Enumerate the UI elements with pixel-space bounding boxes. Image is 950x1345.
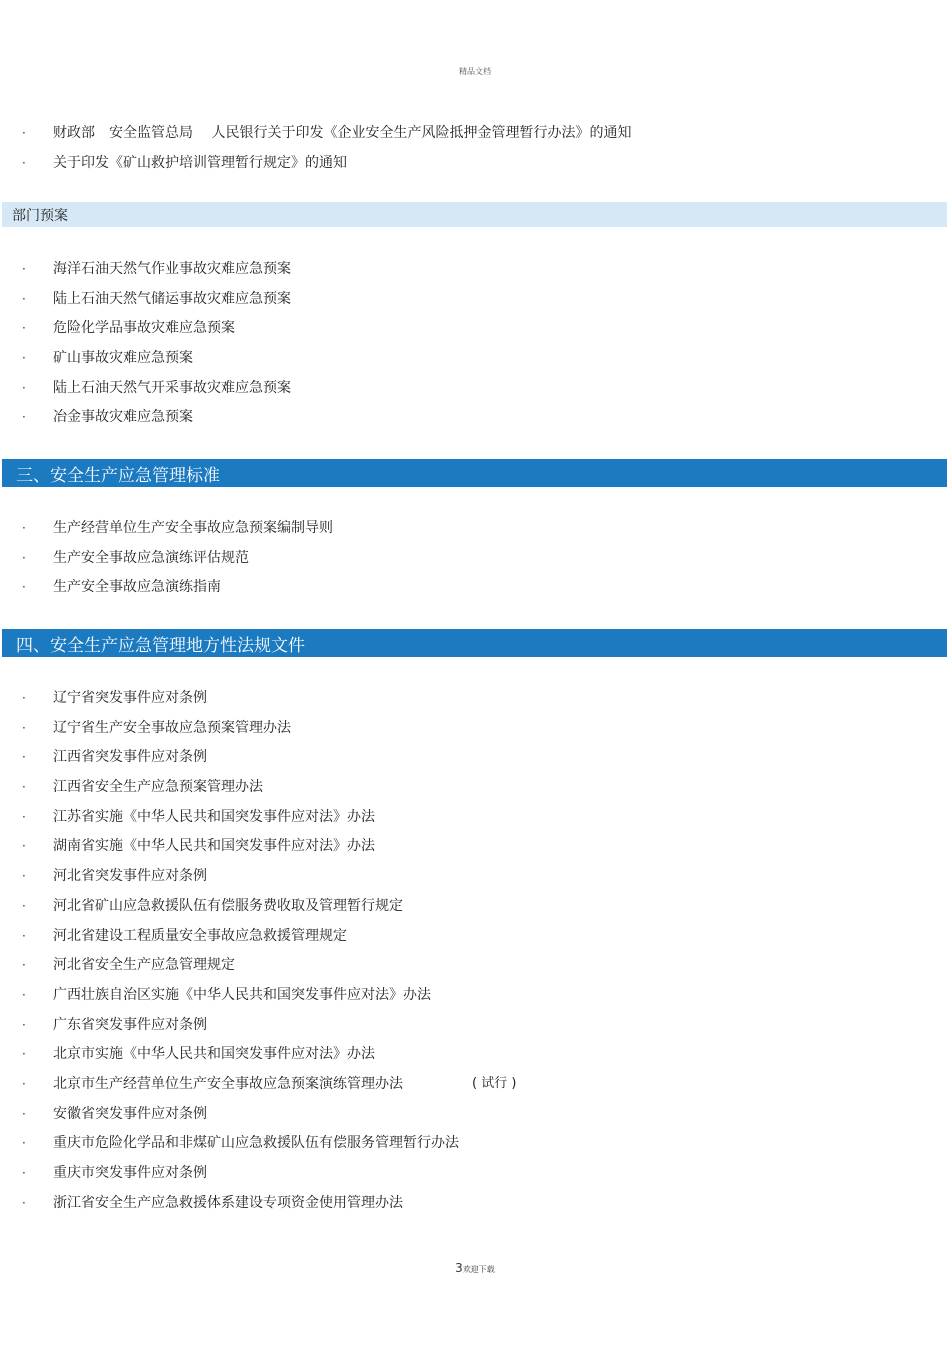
bullet-icon: · [22, 1017, 26, 1032]
bullet-icon: · [22, 410, 26, 425]
section4-item[interactable] [0, 747, 950, 777]
bullet-icon: · [22, 262, 26, 276]
section3-heading-bar [2, 459, 947, 487]
section4-item-title[interactable]: 湖南省实施《中华人民共和国突发事件应对法》办法 [53, 838, 375, 855]
section4-item-title[interactable]: 辽宁省突发事件应对条例 [53, 690, 207, 706]
top-item-title[interactable]: 关于印发《矿山救护培训管理暂行规定》的通知 [53, 154, 347, 171]
section4-item[interactable] [0, 1015, 950, 1045]
section4-item-title[interactable]: 重庆市危险化学品和非煤矿山应急救援队伍有偿服务管理暂行办法 [53, 1135, 459, 1152]
section3-item-title[interactable]: 生产安全事故应急演练指南 [53, 579, 221, 596]
section4-item-title[interactable]: 河北省建设工程质量安全事故应急救援管理规定 [53, 927, 347, 944]
bullet-icon: · [22, 580, 26, 595]
dept-plan-item[interactable] [0, 318, 950, 348]
top-item-title[interactable]: 财政部 安全监管总局 人民银行关于印发《企业安全生产风险抵押金管理暂行办法》的通知 [53, 125, 632, 141]
section3-item-title[interactable]: 生产经营单位生产安全事故应急预案编制导则 [53, 520, 333, 536]
dept-plan-item-title[interactable]: 矿山事故灾难应急预案 [53, 350, 193, 367]
bullet-icon: · [22, 126, 26, 140]
footer-note: 欢迎下载 [462, 1265, 495, 1274]
bullet-icon: · [22, 720, 26, 735]
section4-item-title[interactable]: 江苏省实施《中华人民共和国突发事件应对法》办法 [53, 808, 375, 825]
bullet-icon: · [22, 1166, 26, 1180]
dept-plan-item-title[interactable]: 危险化学品事故灾难应急预案 [53, 320, 235, 337]
bullet-icon: · [22, 1047, 26, 1062]
section4-item[interactable] [0, 1104, 950, 1134]
bullet-icon: · [22, 321, 26, 336]
dept-plan-item[interactable] [0, 289, 950, 319]
section4-item[interactable] [0, 955, 950, 985]
bullet-icon: · [22, 691, 26, 705]
bullet-icon: · [22, 780, 26, 795]
bullet-icon: · [22, 750, 26, 765]
section4-item-title[interactable]: 河北省矿山应急救援队伍有偿服务费收取及管理暂行规定 [53, 897, 403, 914]
section4-item-title[interactable]: 江西省安全生产应急预案管理办法 [53, 779, 263, 796]
bullet-icon: · [22, 521, 26, 535]
section4-item-title[interactable]: 辽宁省生产安全事故应急预案管理办法 [53, 719, 291, 736]
section4-heading: 四、安全生产应急管理地方性法规文件 [16, 636, 305, 656]
bullet-icon: · [22, 1136, 26, 1151]
dept-plans-heading: 部门预案 [12, 208, 68, 224]
section3-list [0, 518, 950, 607]
section3-item-title[interactable]: 生产安全事故应急演练评估规范 [53, 549, 249, 566]
section3-item[interactable] [0, 548, 950, 578]
dept-plan-item[interactable] [0, 378, 950, 408]
section4-item[interactable] [0, 777, 950, 807]
section4-item-title[interactable]: 广西壮族自治区实施《中华人民共和国突发事件应对法》办法 [53, 986, 431, 1003]
section4-item-suffix: ( 试行 ) [472, 1075, 517, 1091]
section4-item[interactable] [0, 807, 950, 837]
section4-item-title[interactable]: 河北省突发事件应对条例 [53, 868, 207, 885]
section4-item[interactable] [0, 1044, 950, 1074]
bullet-icon: · [22, 869, 26, 884]
section4-item-title[interactable]: 河北省安全生产应急管理规定 [53, 957, 235, 974]
bullet-icon: · [22, 958, 26, 973]
dept-plan-item-title[interactable]: 冶金事故灾难应急预案 [53, 409, 193, 426]
bullet-icon: · [22, 291, 26, 306]
section4-item[interactable] [0, 1193, 950, 1223]
dept-plan-item-title[interactable]: 海洋石油天然气作业事故灾难应急预案 [53, 261, 291, 277]
section4-list [0, 688, 950, 1222]
bullet-icon: · [22, 809, 26, 824]
dept-plan-item-title[interactable]: 陆上石油天然气开采事故灾难应急预案 [53, 379, 291, 396]
section4-item-title[interactable]: 北京市生产经营单位生产安全事故应急预案演练管理办法 [53, 1075, 403, 1092]
top-item[interactable] [0, 123, 950, 153]
section4-item[interactable] [0, 688, 950, 718]
bullet-icon: · [22, 898, 26, 913]
page-number: 3 [455, 1261, 463, 1275]
section4-item-title[interactable]: 江西省突发事件应对条例 [53, 749, 207, 766]
section4-item[interactable] [0, 1163, 950, 1193]
bullet-icon: · [22, 1195, 26, 1210]
section4-item[interactable] [0, 985, 950, 1015]
section3-heading: 三、安全生产应急管理标准 [16, 466, 220, 486]
top-item[interactable] [0, 153, 950, 183]
bullet-icon: · [22, 550, 26, 565]
bullet-icon: · [22, 1076, 26, 1091]
section4-item[interactable] [0, 926, 950, 956]
section4-item[interactable] [0, 1133, 950, 1163]
dept-plan-item-title[interactable]: 陆上石油天然气储运事故灾难应急预案 [53, 290, 291, 307]
dept-plan-item[interactable] [0, 407, 950, 437]
section4-item[interactable] [0, 896, 950, 926]
bullet-icon: · [22, 928, 26, 943]
page-footer [0, 1261, 950, 1275]
section4-item[interactable] [0, 718, 950, 748]
section4-item-title[interactable]: 广东省突发事件应对条例 [53, 1016, 207, 1033]
section4-item-title[interactable]: 重庆市突发事件应对条例 [53, 1165, 207, 1181]
bullet-icon: · [22, 351, 26, 366]
section4-item[interactable] [0, 836, 950, 866]
section4-item-title[interactable]: 安徽省突发事件应对条例 [53, 1105, 207, 1122]
dept-plan-item[interactable] [0, 348, 950, 378]
section4-item[interactable] [0, 1074, 950, 1104]
bullet-icon: · [22, 839, 26, 854]
dept-plan-item[interactable] [0, 259, 950, 289]
section4-item-title[interactable]: 浙江省安全生产应急救援体系建设专项资金使用管理办法 [53, 1194, 403, 1211]
bullet-icon: · [22, 987, 26, 1002]
dept-plans-heading-bar [2, 202, 947, 227]
dept-plans-list [0, 259, 950, 437]
section4-item[interactable] [0, 866, 950, 896]
section4-item-title[interactable]: 北京市实施《中华人民共和国突发事件应对法》办法 [53, 1046, 375, 1063]
section3-item[interactable] [0, 577, 950, 607]
section4-heading-bar [2, 629, 947, 657]
bullet-icon: · [22, 1106, 26, 1121]
top-item-list [0, 123, 950, 182]
section3-item[interactable] [0, 518, 950, 548]
header-watermark: 精品文档 [459, 67, 491, 76]
bullet-icon: · [22, 380, 26, 395]
bullet-icon: · [22, 155, 26, 170]
